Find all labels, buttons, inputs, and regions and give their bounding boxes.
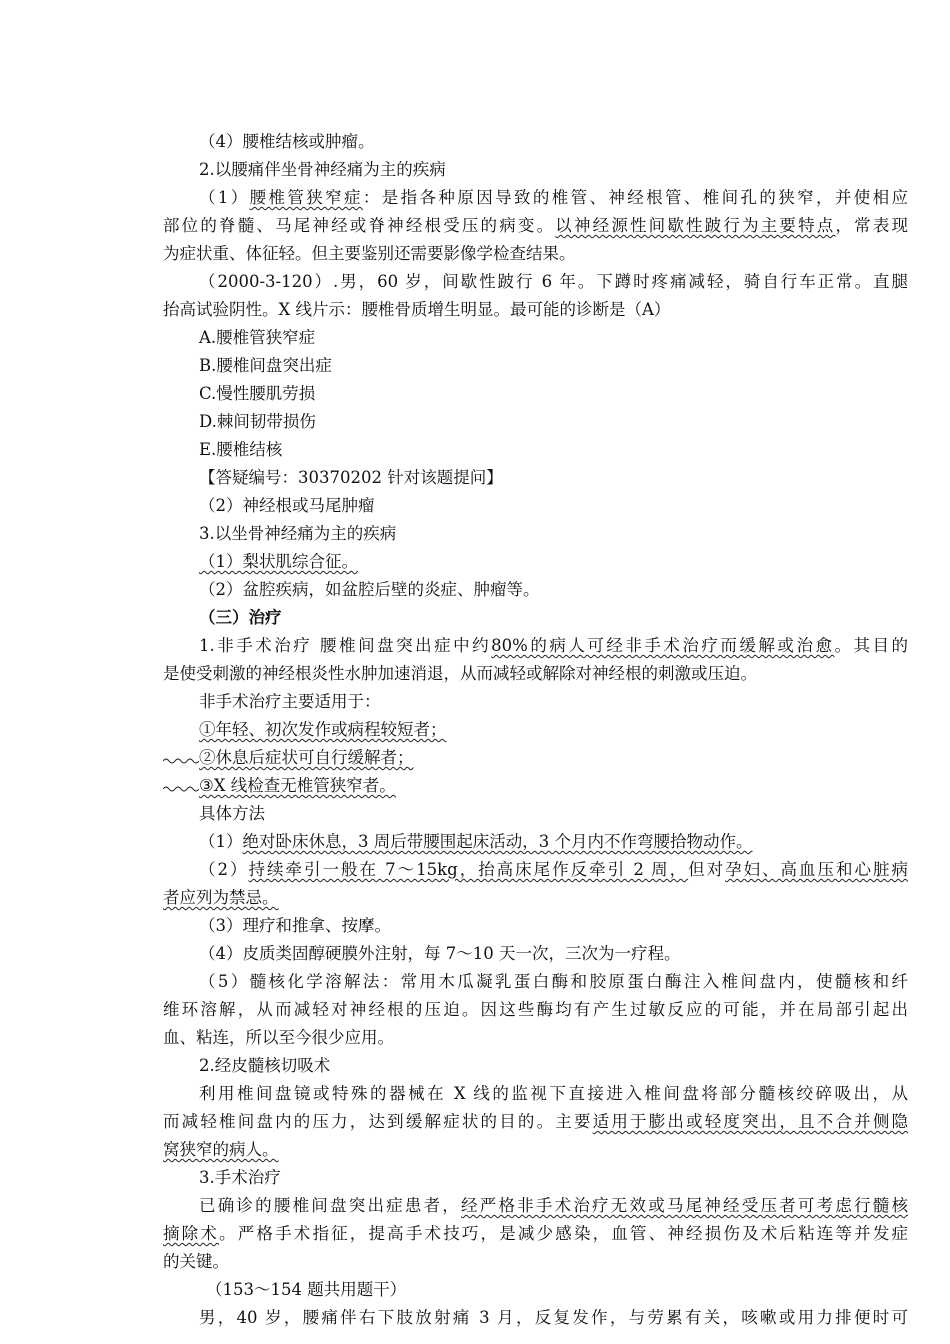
section-heading: 2.经皮髓核切吸术 [199, 1056, 331, 1075]
text-line: 具体方法 [199, 804, 265, 823]
text-line: 窝狭窄的病人。 [163, 1140, 279, 1159]
section-heading: 3.手术治疗 [199, 1168, 281, 1187]
text-line: 血、粘连，所以至今很少应用。 [163, 1028, 394, 1047]
list-item: ③X 线检查无椎管狭窄者。 [163, 772, 908, 800]
text-line: （4）腰椎结核或肿瘤。 [199, 132, 375, 151]
text-line: （2）神经根或马尾肿瘤 [199, 496, 375, 515]
answer-option-c: C.慢性腰肌劳损 [199, 384, 316, 403]
question-group-title: （153～154 题共用题干） [206, 1280, 407, 1299]
text-line: 的关键。 [163, 1252, 229, 1271]
text-line: 1.非手术治疗 腰椎间盘突出症中约80%的病人可经非手术治疗而缓解或治愈。其目的 [199, 636, 908, 655]
text-line: 摘除术。严格手术指征，提高手术技巧，是减少感染，血管、神经损伤及术后粘连等并发症 [163, 1224, 909, 1243]
list-item: （1）绝对卧床休息，3 周后带腰围起床活动，3 个月内不作弯腰拾物动作。 [199, 832, 753, 851]
answer-option-b: B.腰椎间盘突出症 [199, 356, 332, 375]
question-stem: （2000-3-120）.男，60 岁，间歇性跛行 6 年。下蹲时疼痛减轻，骑自行车正常。直腿 [199, 272, 908, 291]
question-stem: 抬高试验阴性。X 线片示：腰椎骨质增生明显。最可能的诊断是（A） [163, 300, 671, 319]
answer-option-e: E.腰椎结核 [199, 440, 283, 459]
list-item: （4）皮质类固醇硬膜外注射，每 7～10 天一次，三次为一疗程。 [199, 944, 681, 963]
list-item: ①年轻、初次发作或病程较短者； [199, 720, 447, 739]
wavy-underline-mark [163, 783, 199, 793]
answer-option-a: A.腰椎管狭窄症 [199, 328, 316, 347]
text-line: 部位的脊髓、马尾神经或脊神经根受压的病变。以神经源性间歇性跛行为主要特点，常表现 [163, 216, 909, 235]
text-line: 已确诊的腰椎间盘突出症患者，经严格非手术治疗无效或马尾神经受压者可考虑行髓核 [199, 1196, 909, 1215]
text-line: 维环溶解，从而减轻对神经根的压迫。因这些酶均有产生过敏反应的可能，并在局部引起出 [163, 1000, 908, 1019]
wavy-underline-mark [163, 755, 199, 765]
text-line: 为症状重、体征轻。但主要鉴别还需要影像学检查结果。 [163, 244, 576, 263]
list-item: ②休息后症状可自行缓解者； [163, 744, 908, 772]
text-line: （1）梨状肌综合征。 [199, 552, 358, 571]
text-line: 是使受刺激的神经根炎性水肿加速消退，从而减轻或解除对神经根的刺激或压迫。 [163, 664, 757, 683]
section-heading: 3.以坐骨神经痛为主的疾病 [199, 524, 397, 543]
section-heading: 2.以腰痛伴坐骨神经痛为主的疾病 [199, 160, 446, 179]
text-line: 而减轻椎间盘内的压力，达到缓解症状的目的。主要适用于膨出或轻度突出，且不合并侧隐 [163, 1112, 909, 1131]
text-line: 者应列为禁忌。 [163, 888, 279, 907]
question-stem: 男，40 岁，腰痛伴右下肢放射痛 3 月，反复发作，与劳累有关，咳嗽或用力排便时可 [199, 1308, 908, 1327]
list-item: （3）理疗和推拿、按摩。 [199, 916, 391, 935]
text-line: 非手术治疗主要适用于： [199, 692, 381, 711]
answer-option-d: D.棘间韧带损伤 [199, 412, 316, 431]
text-line: 利用椎间盘镜或特殊的器械在 X 线的监视下直接进入椎间盘将部分髓核绞碎吸出，从 [199, 1084, 908, 1103]
list-item: （5）髓核化学溶解法：常用木瓜凝乳蛋白酶和胶原蛋白酶注入椎间盘内，使髓核和纤 [199, 972, 908, 991]
question-id-link[interactable]: 【答疑编号：30370202 针对该题提问】 [199, 468, 503, 487]
text-line: （1）腰椎管狭窄症：是指各种原因导致的椎管、神经根管、椎间孔的狭窄，并使相应 [199, 188, 909, 207]
text-line: （2）盆腔疾病，如盆腔后壁的炎症、肿瘤等。 [199, 580, 540, 599]
document-page [163, 128, 908, 1332]
list-item: （2）持续牵引一般在 7～15kg，抬高床尾作反牵引 2 周，但对孕妇、高血压和心脏病 [199, 860, 909, 879]
section-title: （三）治疗 [199, 608, 282, 627]
